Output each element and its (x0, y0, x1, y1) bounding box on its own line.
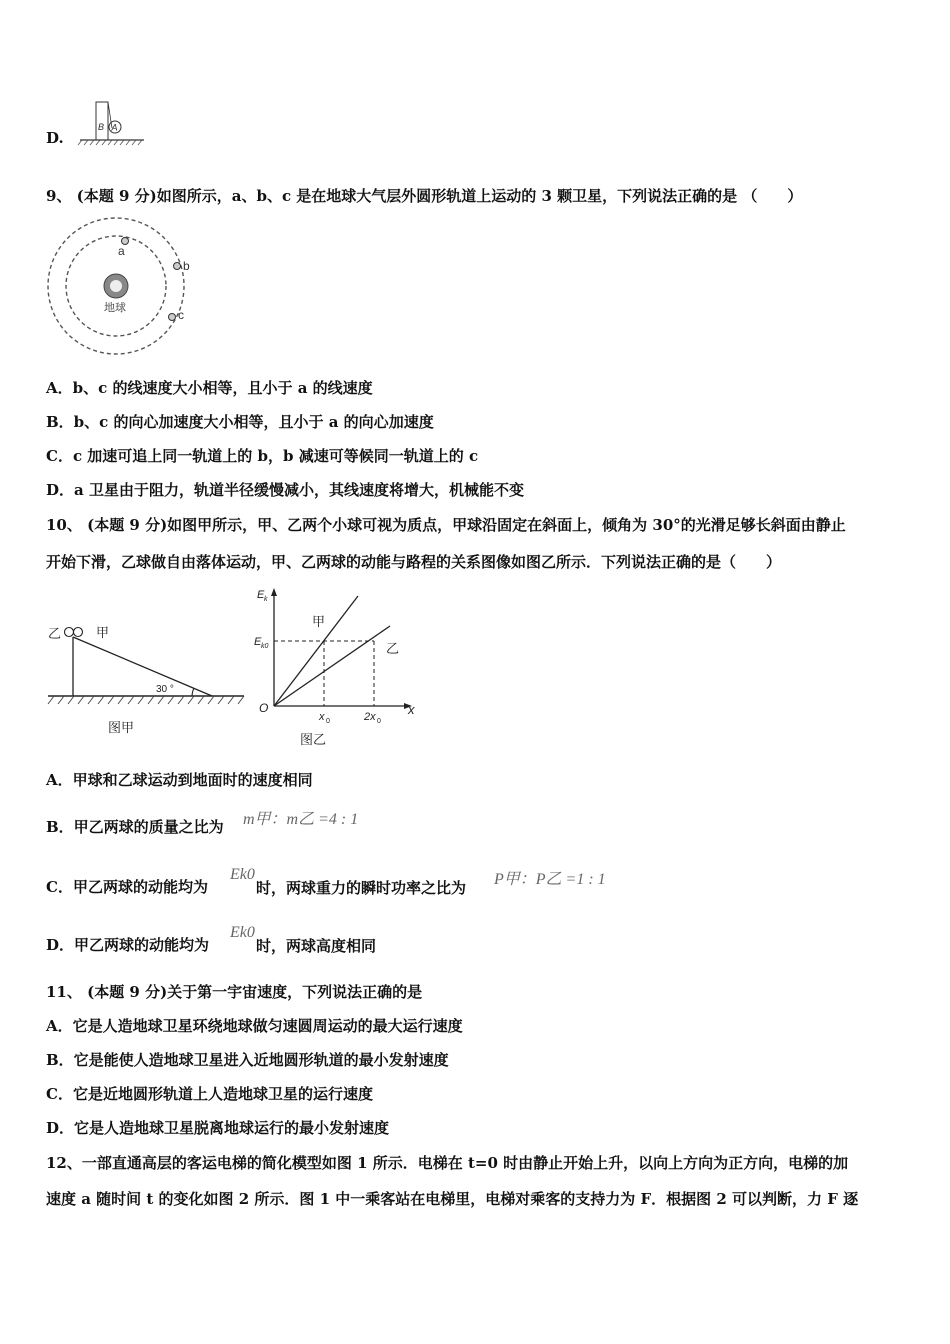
q8-option-d-label: D. (46, 129, 64, 147)
q10-option-d-formula: Ek0 (230, 924, 255, 941)
q10-option-d-text2: 时，两球高度相同 (256, 937, 377, 955)
origin-label: O (259, 701, 269, 715)
line-jia (274, 596, 358, 706)
label-b: b (183, 259, 190, 273)
q9-option-d: D．a 卫星由于阻力，轨道半径缓慢减小，其线速度将增大，机械能不变 (46, 481, 524, 499)
q8-option-d-figure (76, 98, 148, 148)
y-axis-label: E (257, 589, 265, 601)
q10-option-c: C．甲乙两球的动能均为 (46, 878, 208, 896)
fig-yi-caption: 图乙 (300, 732, 327, 747)
q11-option-b: B．它是能使人造地球卫星进入近地圆形轨道的最小发射速度 (46, 1051, 449, 1069)
label-a: a (118, 244, 125, 258)
q10-option-b: B．甲乙两球的质量之比为 (46, 818, 224, 836)
q11-option-a: A．它是人造地球卫星环绕地球做匀速圆周运动的最大运行速度 (46, 1017, 463, 1035)
svg-text:k0: k0 (261, 643, 269, 650)
svg-text:A: A (111, 122, 118, 133)
q10-option-a: A．甲球和乙球运动到地面时的速度相同 (46, 771, 313, 789)
q11-option-c: C．它是近地圆形轨道上人造地球卫星的运行速度 (46, 1085, 373, 1103)
angle-label: 30 ° (156, 684, 174, 695)
x0-tick-label: x (319, 711, 325, 723)
q12-line2: 速度 a 随时间 t 的变化如图 2 所示．图 1 中一乘客站在电梯里，电梯对乘客的支持力为 F．根据图 2 可以判断，力 F 逐 (46, 1190, 859, 1208)
q10-figure-yi-graph (252, 584, 422, 748)
q10-option-d: D．甲乙两球的动能均为 (46, 936, 210, 954)
q11-stem: 11、 (本题 9 分)关于第一宇宙速度，下列说法正确的是 (46, 983, 423, 1001)
fig-jia-caption: 图甲 (108, 720, 135, 735)
q10-option-c-formula1: Ek0 (230, 866, 255, 883)
svg-text:0: 0 (377, 718, 381, 725)
x-axis-label: x (408, 702, 415, 717)
ek0-tick-label: E (254, 636, 262, 648)
q10-stem-line1: 10、 (本题 9 分)如图甲所示，甲、乙两个小球可视为质点，甲球沿固定在斜面上，倾角为 30°的光滑足够长斜面由静止 (46, 516, 846, 534)
q10-option-b-formula: m甲：m乙 =4 : 1 (243, 811, 359, 828)
svg-text:0: 0 (326, 718, 330, 725)
svg-text:k: k (264, 596, 268, 603)
line-yi-label: 乙 (386, 641, 400, 656)
q9-satellite-figure (44, 220, 188, 360)
q9-option-a: A．b、c 的线速度大小相等，且小于 a 的线速度 (46, 379, 373, 397)
earth-label: 地球 (104, 302, 126, 314)
q10-option-c-text2: 时，两球重力的瞬时功率之比为 (256, 879, 467, 897)
label-c: c (178, 308, 184, 322)
2x0-tick-label: 2x (364, 711, 376, 723)
q10-option-c-formula2: P甲：P乙 =1 : 1 (494, 871, 606, 888)
q12-line1: 12、一部直通高层的客运电梯的简化模型如图 1 所示．电梯在 t=0 时由静止开始上升，以向上方向为正方向，电梯的加 (46, 1154, 849, 1172)
line-jia-label: 甲 (312, 614, 326, 629)
q11-option-d: D．它是人造地球卫星脱离地球运行的最小发射速度 (46, 1119, 390, 1137)
q9-stem: 9、 (本题 9 分)如图所示，a、b、c 是在地球大气层外圆形轨道上运动的 3 颗卫星，下列说法正确的是 （ ） (46, 187, 803, 205)
q10-stem-line2: 开始下滑，乙球做自由落体运动，甲、乙两球的动能与路程的关系图像如图乙所示．下列说法正确的是（ ） (46, 553, 782, 571)
label-jia: 甲 (96, 625, 110, 640)
q9-option-c: C．c 加速可追上同一轨道上的 b，b 减速可等候同一轨道上的 c (46, 447, 479, 465)
q9-option-b: B．b、c 的向心加速度大小相等，且小于 a 的向心加速度 (46, 413, 434, 431)
label-yi: 乙 (48, 626, 62, 641)
q10-figure-jia (44, 618, 250, 742)
line-yi (274, 626, 390, 706)
svg-text:B: B (98, 122, 105, 132)
satellite-b (174, 263, 181, 270)
satellite-c (169, 314, 176, 321)
